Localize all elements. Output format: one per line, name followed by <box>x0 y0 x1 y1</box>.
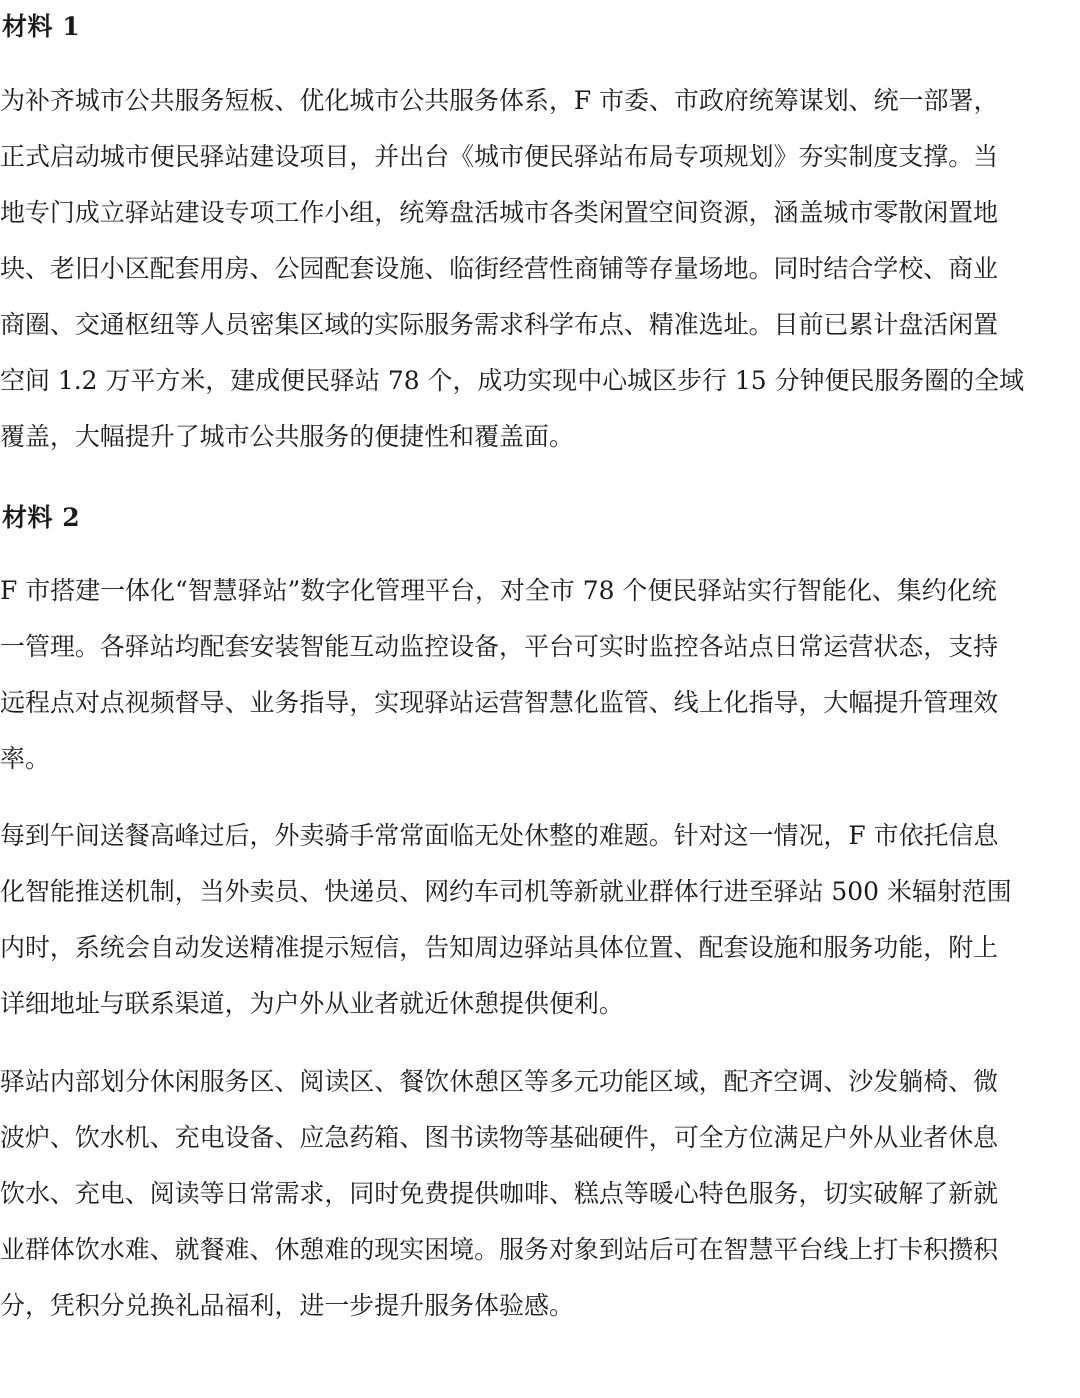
text-line: 覆盖，大幅提升了城市公共服务的便捷性和覆盖面。 <box>0 422 574 451</box>
text-line: 化智能推送机制，当外卖员、快递员、网约车司机等新就业群体行进至驿站 500 米辐射范围 <box>0 877 1012 906</box>
text-line: 饮水、充电、阅读等日常需求，同时免费提供咖啡、糕点等暖心特色服务，切实破解了新就 <box>0 1179 999 1208</box>
text-line: 内时，系统会自动发送精准提示短信，告知周边驿站具体位置、配套设施和服务功能，附上 <box>0 933 999 962</box>
text-line: 详细地址与联系渠道，为户外从业者就近休憩提供便利。 <box>0 989 624 1018</box>
material-2-paragraph-3 <box>0 1054 1080 1334</box>
text-line: 一管理。各驿站均配套安装智能互动监控设备，平台可实时监控各站点日常运营状态，支持 <box>0 632 999 661</box>
material-2-paragraph-2 <box>0 808 1080 1032</box>
text-line: 空间 1.2 万平方米，建成便民驿站 78 个，成功实现中心城区步行 15 分钟便民服务圈的全域 <box>0 366 1025 395</box>
text-line: 率。 <box>0 744 50 773</box>
text-line: 波炉、饮水机、充电设备、应急药箱、图书读物等基础硬件，可全方位满足户外从业者休息 <box>0 1123 999 1152</box>
material-2-heading: 材料 2 <box>2 503 81 532</box>
text-line: 驿站内部划分休闲服务区、阅读区、餐饮休憩区等多元功能区域，配齐空调、沙发躺椅、微 <box>0 1067 999 1096</box>
text-line: 分，凭积分兑换礼品福利，进一步提升服务体验感。 <box>0 1291 574 1320</box>
text-line: 业群体饮水难、就餐难、休憩难的现实困境。服务对象到站后可在智慧平台线上打卡积攒积 <box>0 1235 999 1264</box>
text-line: 为补齐城市公共服务短板、优化城市公共服务体系，F 市委、市政府统筹谋划、统一部署， <box>0 86 999 115</box>
material-1-heading: 材料 1 <box>2 12 81 41</box>
material-2-paragraph-1 <box>0 563 1080 787</box>
text-line: 地专门成立驿站建设专项工作小组，统筹盘活城市各类闲置空间资源，涵盖城市零散闲置地 <box>0 198 999 227</box>
text-line: F 市搭建一体化“智慧驿站”数字化管理平台，对全市 78 个便民驿站实行智能化、集约化统 <box>0 576 997 605</box>
text-line: 块、老旧小区配套用房、公园配套设施、临街经营性商铺等存量场地。同时结合学校、商业 <box>0 254 999 283</box>
text-line: 正式启动城市便民驿站建设项目，并出台《城市便民驿站布局专项规划》夯实制度支撑。当 <box>0 142 999 171</box>
text-line: 每到午间送餐高峰过后，外卖骑手常常面临无处休整的难题。针对这一情况，F 市依托信息 <box>0 821 999 850</box>
text-line: 商圈、交通枢纽等人员密集区域的实际服务需求科学布点、精准选址。目前已累计盘活闲置 <box>0 310 999 339</box>
text-line: 远程点对点视频督导、业务指导，实现驿站运营智慧化监管、线上化指导，大幅提升管理效 <box>0 688 999 717</box>
material-1-paragraph-1 <box>0 73 1080 465</box>
